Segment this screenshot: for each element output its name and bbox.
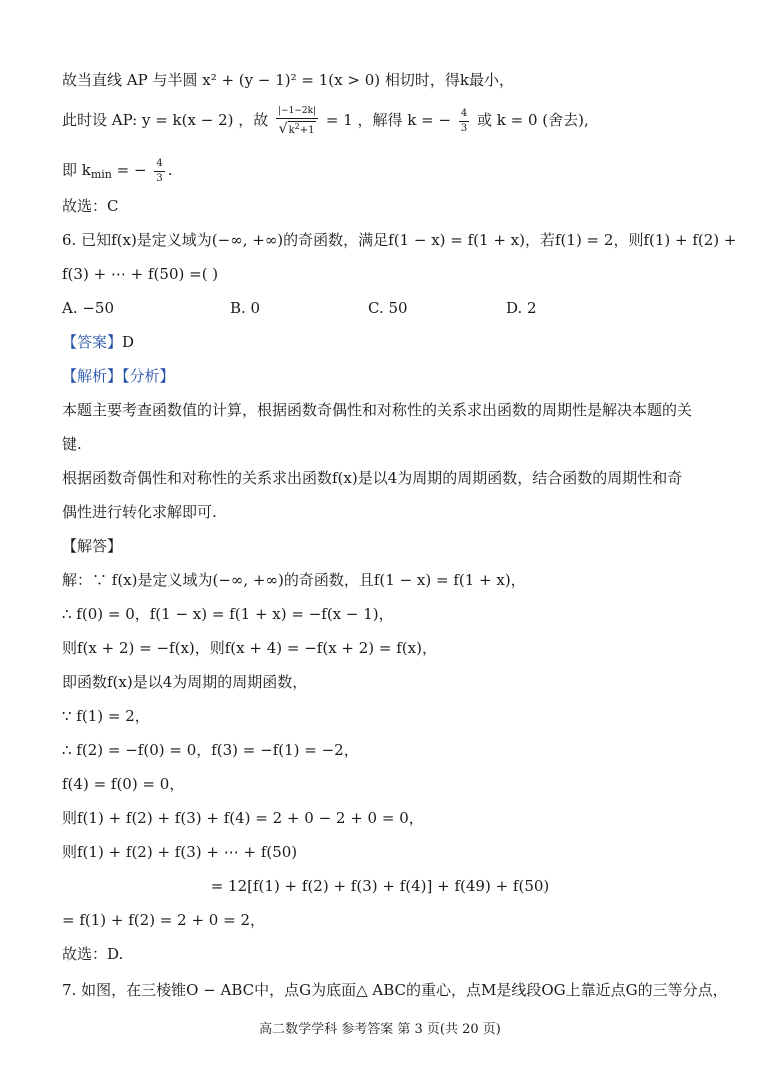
solution-step-4: 即函数f(x)是以4为周期的周期函数， — [62, 673, 308, 691]
question-6-options — [62, 298, 702, 318]
solution-line-setup — [62, 100, 589, 140]
option-d: D. 2 — [506, 299, 537, 317]
solution-line-kmin: 即 $k_{min}$ = − $\frac{4}{3}$ . — [62, 157, 173, 184]
distance-denominator — [276, 119, 318, 136]
analysis-line-4: 偶性进行转化求解即可. — [62, 503, 217, 521]
solution-step-1: 解：∵ f(x)是定义域为(−∞, +∞)的奇函数，且f(1 − x) = f(1 + x)， — [62, 571, 526, 589]
solution-heading: 【解答】 — [62, 537, 123, 555]
question-6-line-1: 6. 已知f(x)是定义域为(−∞, +∞)的奇函数，满足f(1 − x) = f(1 + x)，若f(1) = 2，则f(1) + f(2) + — [62, 231, 737, 249]
kmin-fraction: $\frac{4}{3}$ — [156, 157, 163, 184]
discard-text: 或 k = 0 (舍去), — [476, 111, 589, 129]
solution-step-2: ∴ f(0) = 0，f(1 − x) = f(1 + x) = −f(x − 1)， — [62, 605, 394, 623]
answer-line — [62, 332, 134, 352]
question-7-line-1: 7. 如图，在三棱锥O − ABC中，点G为底面△ ABC的重心，点M是线段OG上靠近点G的三等分点， — [62, 981, 728, 999]
solution-step-8: 则f(1) + f(2) + f(3) + f(4) = 2 + 0 − 2 + 0 = 0， — [62, 809, 424, 827]
solve-text: = 1 ，解得 k = − — [325, 111, 452, 129]
sqrt-sign-icon: √ — [278, 120, 288, 137]
analysis-line-2: 键. — [62, 435, 82, 453]
sqrt-expression: √ $k^2+1$ — [278, 120, 315, 137]
solution-step-10: = 12[f(1) + f(2) + f(3) + f(4)] + f(49) + f(50) — [210, 877, 550, 895]
solution-step-12: 故选：D. — [62, 945, 124, 963]
answer-value: D — [122, 333, 135, 351]
analysis-line-3: 根据函数奇偶性和对称性的关系求出函数f(x)是以4为周期的周期函数，结合函数的周期性和奇 — [62, 469, 683, 487]
k-fraction: $\frac{4}{3}$ — [460, 107, 468, 134]
answer-choice-q5: 故选：C — [62, 197, 119, 215]
option-b: B. 0 — [230, 299, 261, 317]
solution-line-tangent: 故当直线 AP 与半圆 x² + (y − 1)² = 1(x > 0) 相切时，得k最小， — [62, 71, 514, 89]
solution-step-9: 则f(1) + f(2) + f(3) + ⋯ + f(50) — [62, 843, 298, 861]
analysis-line-1: 本题主要考查函数值的计算，根据函数奇偶性和对称性的关系求出函数的周期性是解决本题的关 — [62, 401, 693, 419]
question-6-line-2: f(3) + ⋯ + f(50) =( ) — [62, 265, 219, 283]
option-a: A. −50 — [62, 299, 115, 317]
solution-step-5: ∵ f(1) = 2， — [62, 707, 150, 725]
page-footer: 高二数学学科 参考答案 第 3 页(共 20 页) — [259, 1022, 501, 1037]
setup-text: 此时设 AP: y = k(x − 2) ，故 — [62, 111, 269, 129]
solution-step-3: 则f(x + 2) = −f(x)，则f(x + 4) = −f(x + 2) = f(x)， — [62, 639, 437, 657]
option-c: C. 50 — [368, 299, 408, 317]
solution-step-11: = f(1) + f(2) = 2 + 0 = 2， — [62, 911, 265, 929]
distance-fraction — [276, 107, 318, 136]
analysis-heading: 【解析】【分析】 — [62, 367, 175, 385]
solution-step-7: f(4) = f(0) = 0， — [62, 775, 185, 793]
distance-numerator: |−1−2k| — [276, 107, 318, 119]
answer-tag: 【答案】 — [62, 333, 123, 351]
solution-step-6: ∴ f(2) = −f(0) = 0，f(3) = −f(1) = −2， — [62, 741, 359, 759]
